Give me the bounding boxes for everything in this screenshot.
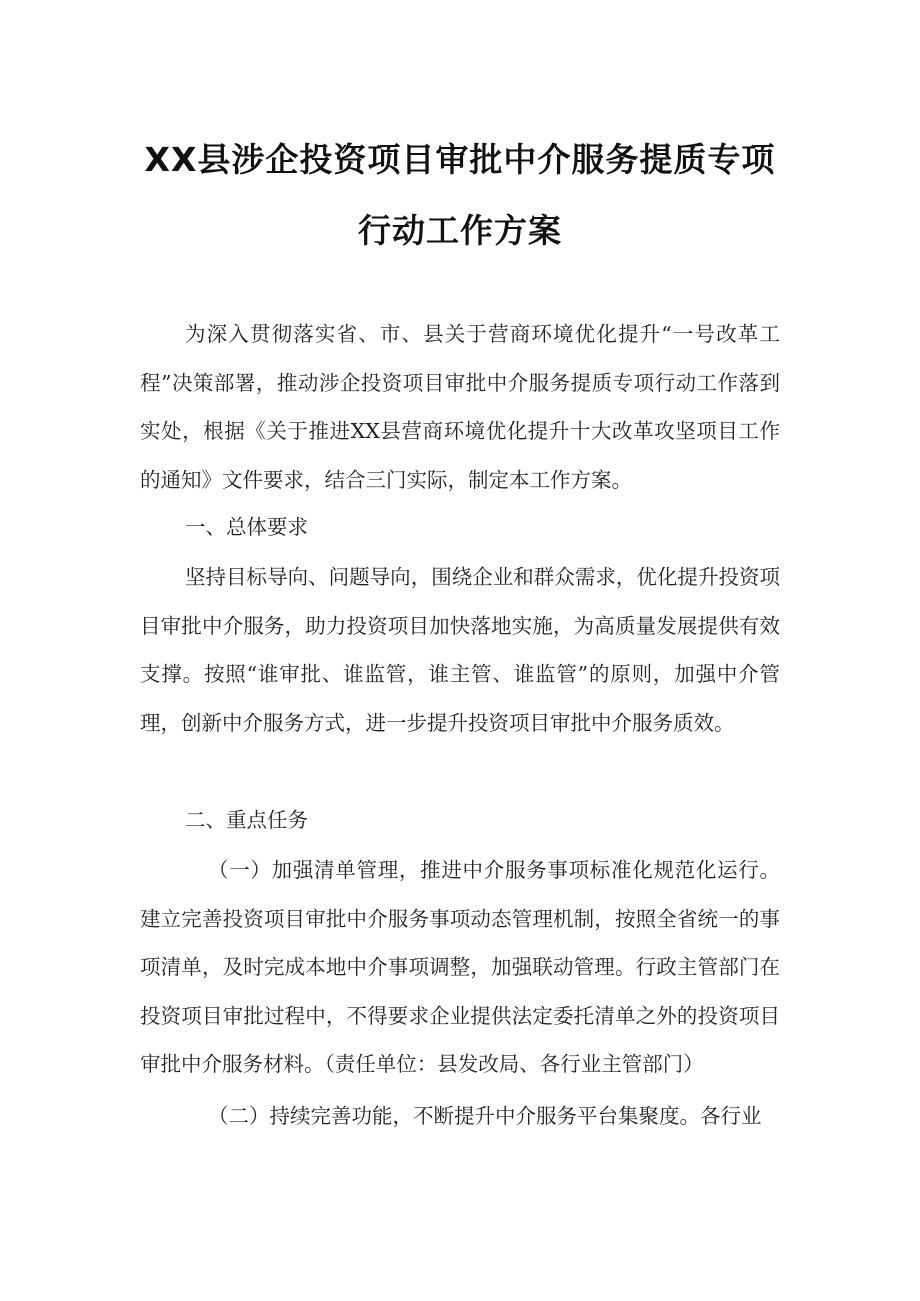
document-title-line2: 行动工作方案 [358, 211, 562, 250]
task1-paragraph: （一）加强清单管理，推进中介服务事项标准化规范化运行。建立完善投资项目审批中介服务事项动态管理机制，按照全省统一的事项清单，及时完成本地中介事项调整，加强联动管理。行政主管部门在投资项目审批过程中，不得要求企业提供法定委托清单之外的投资项目审批中介服务材料。（责任单位：县发改局、各行业主管部门） [140, 858, 780, 1077]
section1-paragraph: 坚持目标导向、问题导向，围绕企业和群众需求，优化提升投资项目审批中介服务，助力投资项目加快落地实施，为高质量发展提供有效支撑。按照“谁审批、谁监管，谁主管、谁监管”的原则，加强中介管理，创新中介服务方式，进一步提升投资项目审批中介服务质效。 [140, 565, 780, 735]
section2-heading: 二、重点任务 [185, 808, 308, 832]
task2-paragraph-start: （二）持续完善功能，不断提升中介服务平台集聚度。各行业 [208, 1104, 762, 1128]
intro-paragraph: 为深入贯彻落实省、市、县关于营商环境优化提升“一号改革工程”决策部署，推动涉企投资项目审批中介服务提质专项行动工作落到实处，根据《关于推进XX县营商环境优化提升十大改革攻坚项目工作的通知》文件要求，结合三门实际，制定本工作方案。 [140, 322, 780, 492]
section1-heading: 一、总体要求 [185, 515, 308, 539]
document-title-line1: XX县涉企投资项目审批中介服务提质专项 [144, 140, 776, 179]
